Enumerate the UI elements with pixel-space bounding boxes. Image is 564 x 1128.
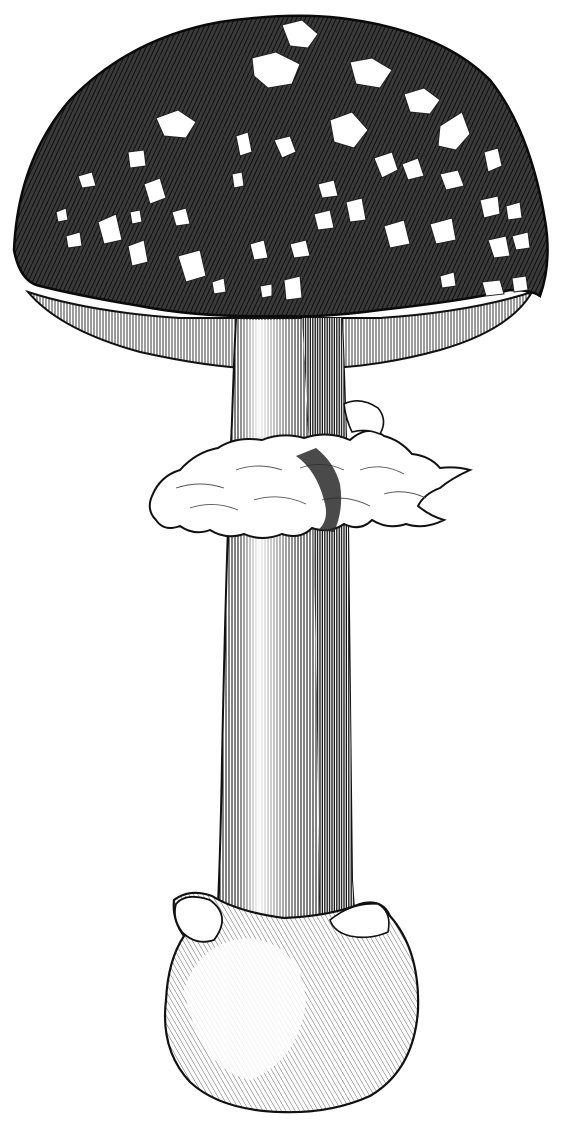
volva-rim [175, 897, 222, 942]
ring-flap [344, 401, 384, 434]
stem-highlight [238, 320, 298, 935]
